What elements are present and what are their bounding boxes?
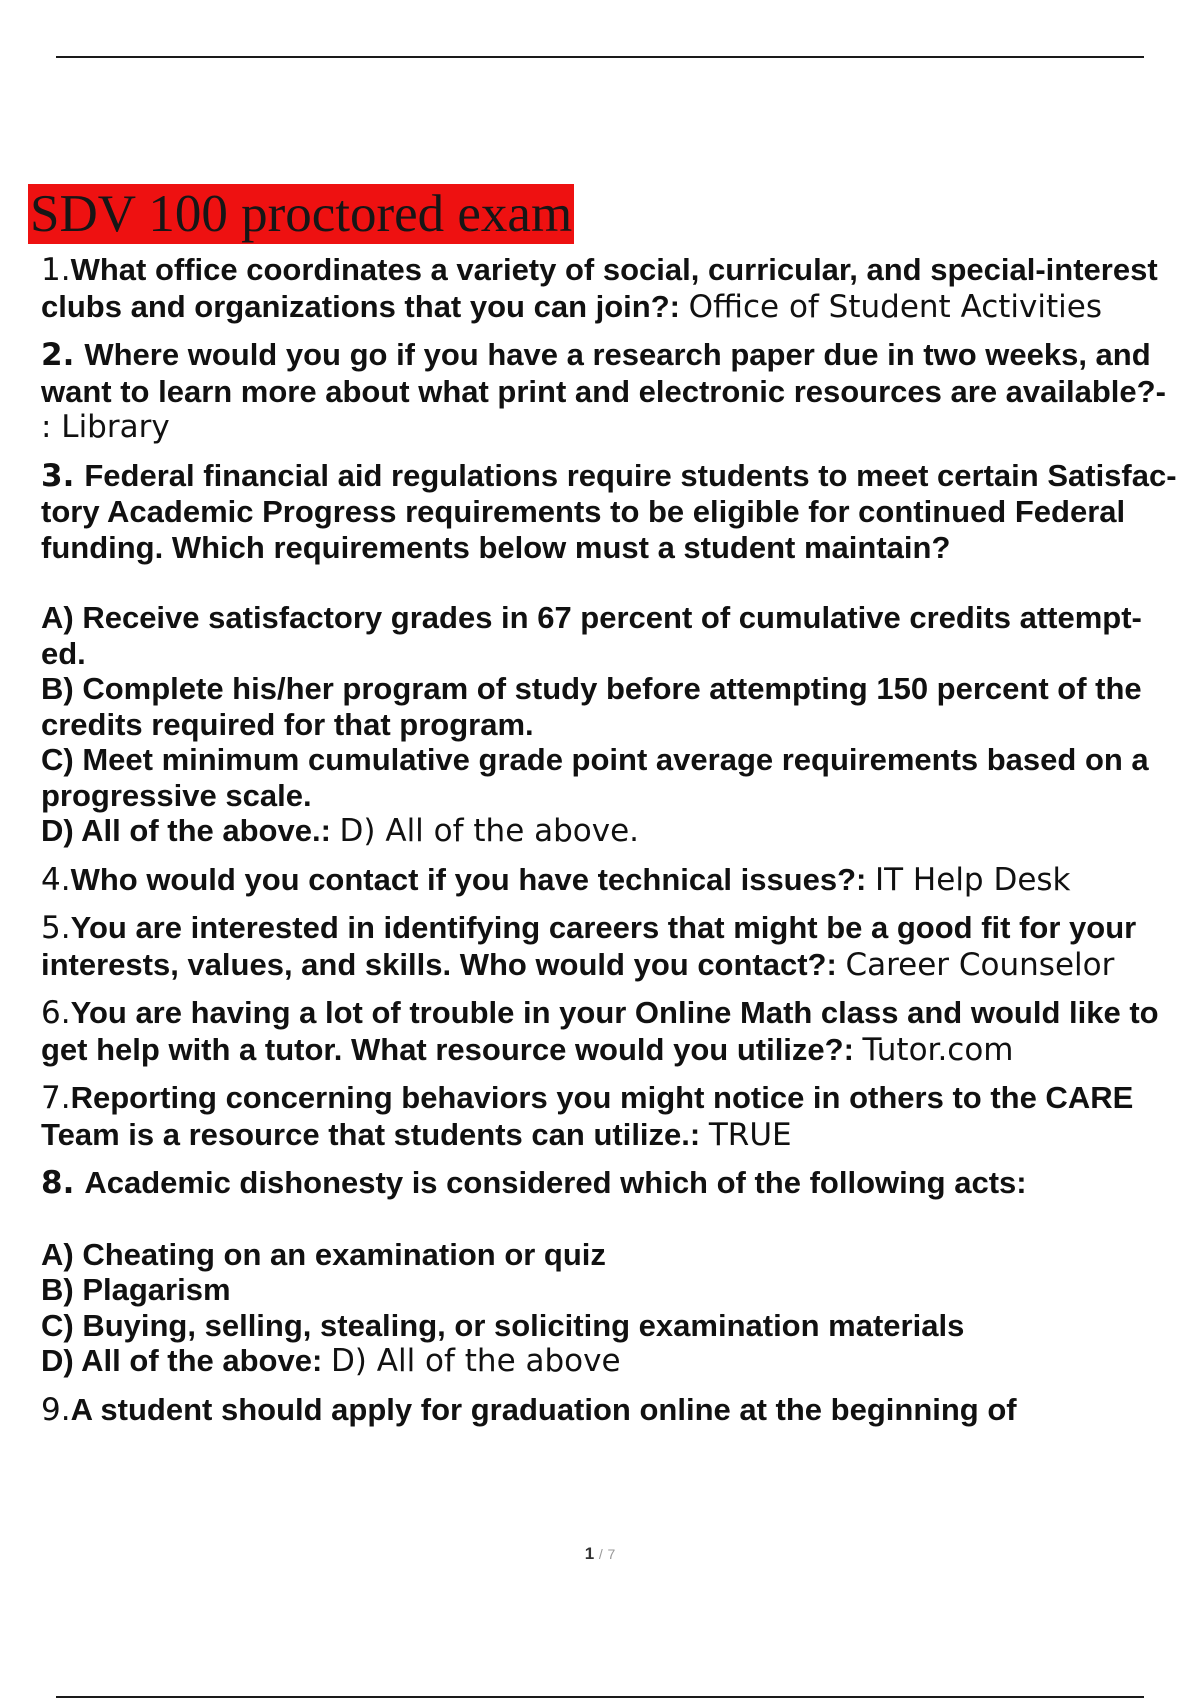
question-3 <box>41 458 1191 850</box>
answer-text: : Library <box>41 409 170 445</box>
option-c: C) Meet minimum cumulative grade point average requirements based on a progressive scale. <box>41 742 1149 813</box>
question-4 <box>41 862 1191 899</box>
question-number: 8. <box>41 1165 75 1201</box>
question-number: 1. <box>41 252 71 288</box>
option-d <box>41 813 1191 850</box>
current-page: 1 <box>584 1544 595 1563</box>
question-6 <box>41 995 1191 1068</box>
question-list <box>41 252 1191 1440</box>
question-number: 7. <box>41 1080 71 1116</box>
question-text: You are having a lot of trouble in your Online Math class and would like to get help with a tutor. What resource would you utilize?: <box>41 995 1159 1067</box>
option-b: B) Complete his/her program of study before attempting 150 percent of the credits required for that program. <box>41 671 1142 742</box>
answer-text: TRUE <box>708 1116 792 1153</box>
question-text: Academic dishonesty is considered which of the following acts: <box>84 1165 1027 1200</box>
question-7 <box>41 1080 1191 1153</box>
answer-text: Career Counselor <box>845 946 1115 983</box>
question-number: 4. <box>41 861 71 898</box>
answer-text: Office of Student Activities <box>688 288 1102 325</box>
option-a: A) Cheating on an examination or quiz <box>41 1236 606 1272</box>
option-a: A) Receive satisfactory grades in 67 percent of cumulative credits attempt- ed. <box>41 600 1142 671</box>
answer-text: D) All of the above <box>330 1343 621 1379</box>
answer-text: Tutor.com <box>862 1031 1014 1068</box>
question-text: Who would you contact if you have technical issues?: <box>70 861 867 897</box>
question-number: 3. <box>41 457 75 494</box>
total-pages: 7 <box>607 1546 616 1562</box>
page-separator: / <box>598 1546 603 1562</box>
answer-text: IT Help Desk <box>875 861 1071 898</box>
question-5 <box>41 910 1191 983</box>
bottom-rule <box>56 1696 1144 1698</box>
answer-text: D) All of the above. <box>339 813 640 849</box>
option-d-label: D) All of the above.: <box>41 813 331 848</box>
question-text: You are interested in identifying careers that might be a good fit for your interests, values, and skills. Who would you contact?: <box>41 910 1137 982</box>
page-indicator <box>0 1544 1200 1564</box>
question-text: Reporting concerning behaviors you might notice in others to the CARE Team is a resource that students can utilize.: <box>41 1080 1134 1152</box>
question-number: 2. <box>41 337 75 373</box>
document-title: SDV 100 proctored exam <box>30 185 573 243</box>
question-1 <box>41 252 1191 325</box>
option-d-label: D) All of the above: <box>41 1343 323 1378</box>
question-text: Where would you go if you have a research paper due in two weeks, and want to learn more about what print and electronic resources are available?- <box>41 337 1166 409</box>
question-9 <box>41 1392 1191 1429</box>
question-text: Federal financial aid regulations require students to meet certain Satisfac- tory Academic Progress requirements to be eligible for continued Federal funding. Which requirements below must a student maintain? <box>41 457 1177 565</box>
option-b: B) Plagarism <box>41 1272 231 1307</box>
question-2 <box>41 337 1191 446</box>
option-c: C) Buying, selling, stealing, or soliciting examination materials <box>41 1307 965 1343</box>
question-text: A student should apply for graduation online at the beginning of <box>70 1391 1017 1427</box>
question-number: 9. <box>41 1391 71 1428</box>
question-number: 6. <box>41 995 71 1031</box>
question-8 <box>41 1165 1191 1380</box>
question-number: 5. <box>41 910 71 946</box>
question-text: What office coordinates a variety of social, curricular, and special-interest clubs and organizations that you can join?: <box>41 252 1158 324</box>
top-rule <box>56 56 1144 58</box>
option-d <box>41 1343 1191 1380</box>
